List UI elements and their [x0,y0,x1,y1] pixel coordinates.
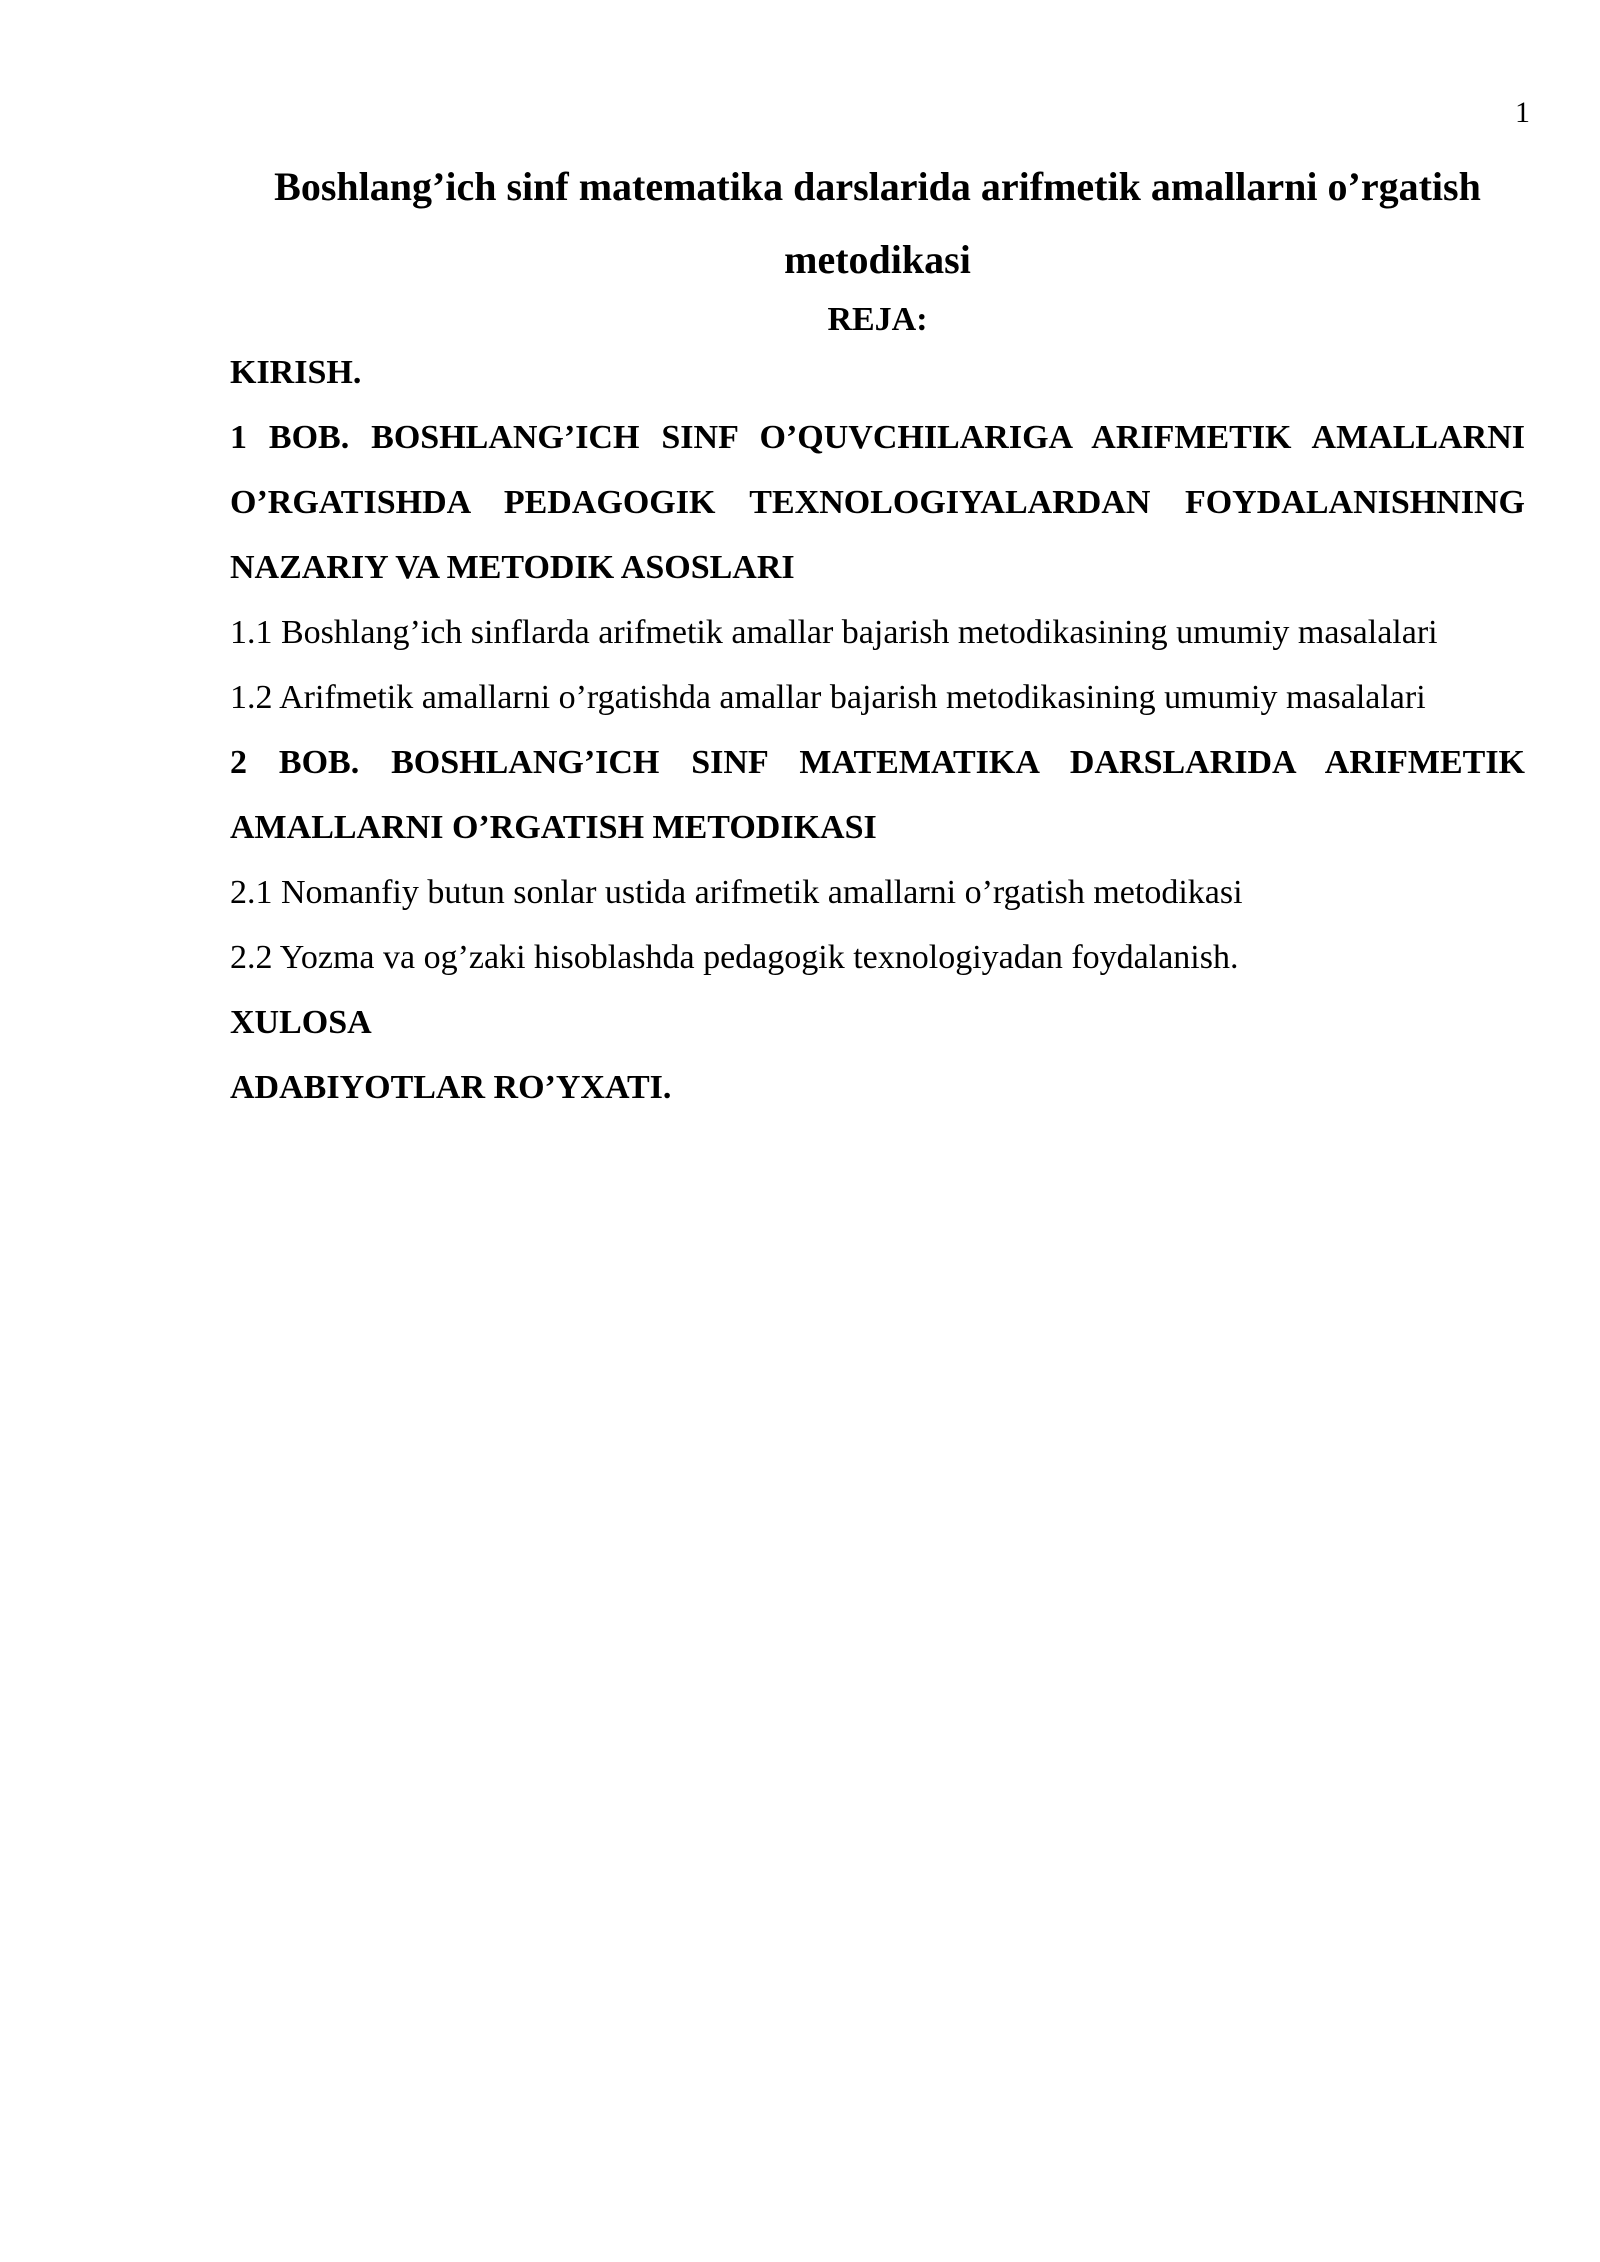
plan-heading: REJA: [827,301,928,338]
document-body [230,150,1525,1120]
toc-entry-introduction: KIRISH. [230,354,362,391]
toc-entry-section-2-1: 2.1 Nomanfiy butun sonlar ustida arifmetik amallarni o’rgatish metodikasi [230,874,1243,911]
toc-entry-conclusion: XULOSA [230,1004,372,1041]
toc-entry-section-1-1: 1.1 Boshlang’ich sinflarda arifmetik amallar bajarish metodikasining umumiy masalalari [230,614,1438,651]
page-number: 1 [1515,96,1530,129]
toc-entry-references: ADABIYOTLAR RO’YXATI. [230,1069,672,1106]
toc-entry-chapter-2: 2 BOB. BOSHLANG’ICH SINF MATEMATIKA DARSLARIDA ARIFMETIK AMALLARNI O’RGATISH METODIKASI [230,744,1525,846]
toc-entry-section-2-2: 2.2 Yozma va og’zaki hisoblashda pedagogik texnologiyadan foydalanish. [230,939,1239,976]
document-title: Boshlang’ich sinf matematika darslarida arifmetik amallarni o’rgatish metodikasi [274,164,1481,282]
toc-entry-chapter-1: 1 BOB. BOSHLANG’ICH SINF O’QUVCHILARIGA ARIFMETIK AMALLARNI O’RGATISHDA PEDAGOGIK TEXNOLOGIYALARDAN FOYDALANISHNING NAZARIY VA METODIK ASOSLARI [230,419,1525,586]
toc-entry-section-1-2: 1.2 Arifmetik amallarni o’rgatishda amallar bajarish metodikasining umumiy masalalari [230,679,1426,716]
